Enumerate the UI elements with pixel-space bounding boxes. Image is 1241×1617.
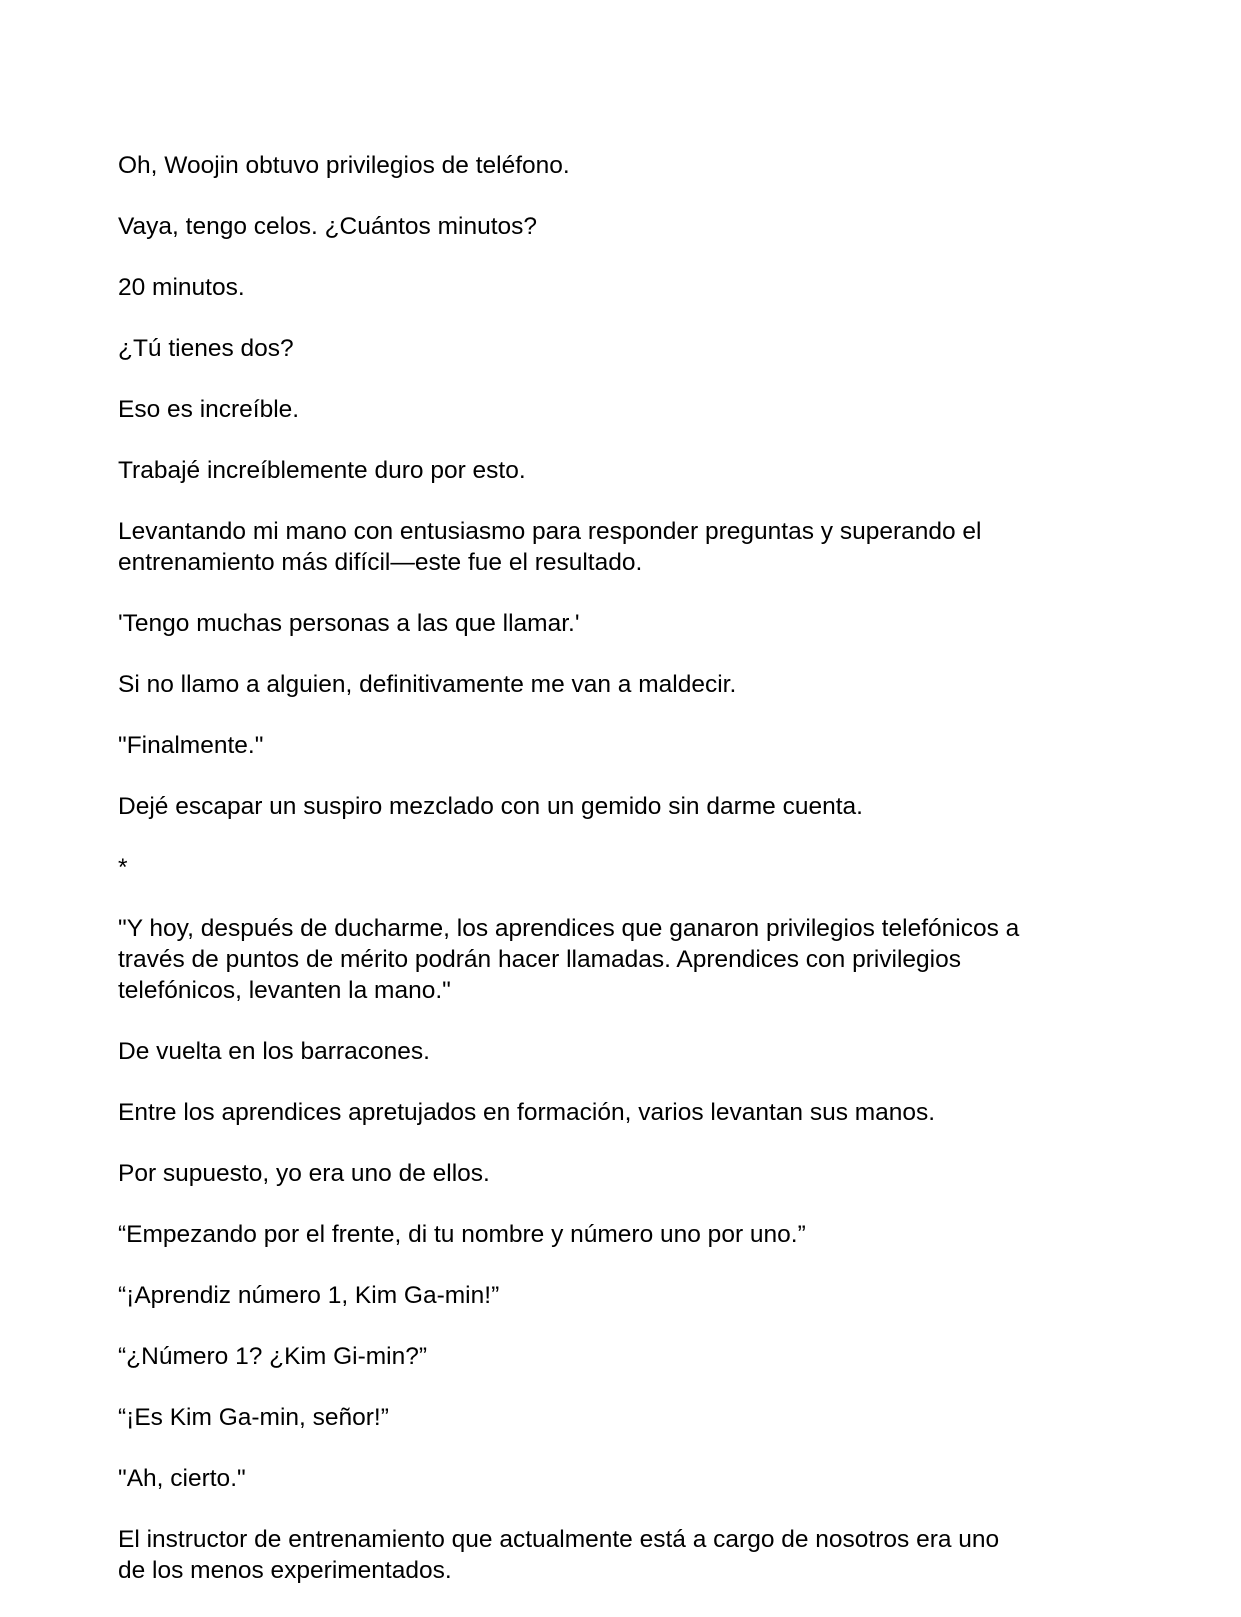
paragraph-14: De vuelta en los barracones. — [118, 1038, 430, 1065]
paragraph-16: Por supuesto, yo era uno de ellos. — [118, 1160, 490, 1187]
paragraph-5: Eso es increíble. — [118, 396, 300, 423]
scene-break: * — [118, 854, 128, 881]
paragraph-6: Trabajé increíblemente duro por esto. — [118, 457, 526, 484]
paragraph-17: “Empezando por el frente, di tu nombre y número uno por uno.” — [118, 1221, 806, 1248]
paragraph-8: 'Tengo muchas personas a las que llamar.' — [118, 610, 580, 637]
paragraph-13: "Y hoy, después de ducharme, los aprendices que ganaron privilegios telefónicos a través de puntos de mérito podrán hacer llamadas. Aprendices con privilegios telefónicos, levanten la mano." — [118, 915, 1020, 1004]
paragraph-2: Vaya, tengo celos. ¿Cuántos minutos? — [118, 213, 538, 240]
paragraph-4: ¿Tú tienes dos? — [118, 335, 294, 362]
paragraph-20: “¡Es Kim Ga-min, señor!” — [118, 1404, 389, 1431]
paragraph-19: “¿Número 1? ¿Kim Gi-min?” — [118, 1343, 428, 1370]
paragraph-18: “¡Aprendiz número 1, Kim Ga-min!” — [118, 1282, 500, 1309]
paragraph-9: Si no llamo a alguien, definitivamente me van a maldecir. — [118, 671, 737, 698]
paragraph-10: "Finalmente." — [118, 732, 264, 759]
paragraph-11: Dejé escapar un suspiro mezclado con un gemido sin darme cuenta. — [118, 793, 863, 820]
paragraph-3: 20 minutos. — [118, 274, 245, 301]
paragraph-21: "Ah, cierto." — [118, 1465, 246, 1492]
paragraph-1: Oh, Woojin obtuvo privilegios de teléfono. — [118, 152, 570, 179]
paragraph-22: El instructor de entrenamiento que actualmente está a cargo de nosotros era uno de los menos experimentados. — [118, 1526, 1000, 1584]
paragraph-15: Entre los aprendices apretujados en formación, varios levantan sus manos. — [118, 1099, 936, 1126]
paragraph-7: Levantando mi mano con entusiasmo para responder preguntas y superando el entrenamiento más difícil—este fue el resultado. — [118, 518, 982, 576]
